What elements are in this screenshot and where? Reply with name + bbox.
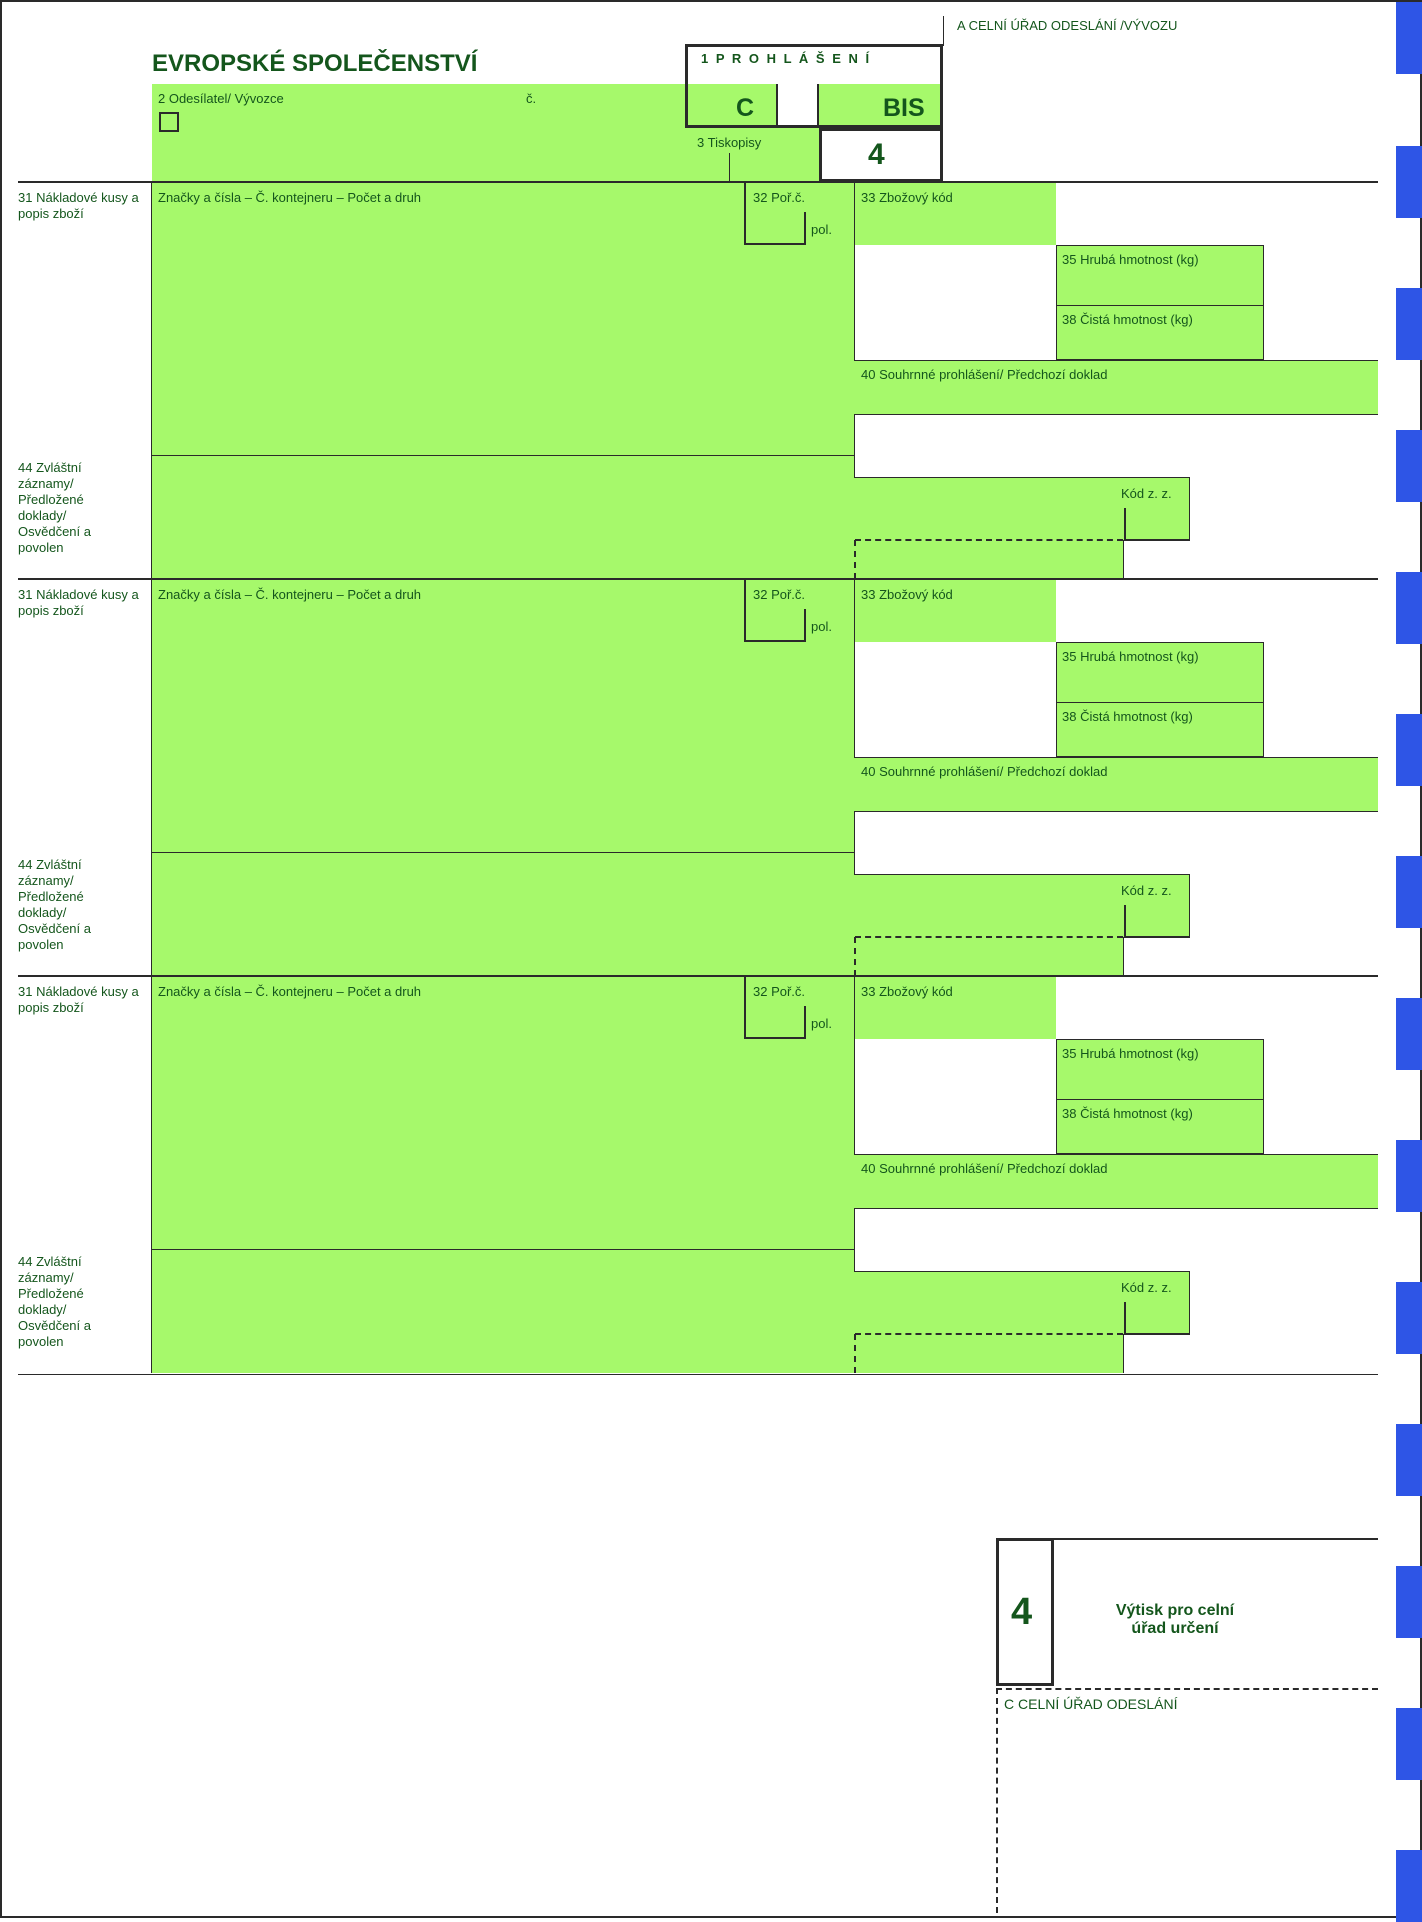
special-mentions-label: 44 Zvláštní záznamy/ Předložené doklady/ Osvědčení a povolen xyxy=(18,1254,91,1349)
net-mass-label: 38 Čistá hmotnost (kg) xyxy=(1062,312,1193,327)
declaration-c-field[interactable] xyxy=(688,84,777,125)
special-mentions-label: 44 Zvláštní záznamy/ Předložené doklady/ Osvědčení a povolen xyxy=(18,857,91,952)
customs-office-departure-label: C CELNÍ ÚŘAD ODESLÁNÍ xyxy=(1004,1696,1178,1712)
marks-label: Značky a čísla – Č. kontejneru – Počet a druh xyxy=(158,190,422,205)
net-mass-label: 38 Čistá hmotnost (kg) xyxy=(1062,1106,1193,1121)
special-mentions-field[interactable] xyxy=(152,456,854,579)
item-no-label: 32 Poř.č. xyxy=(753,587,806,602)
goods-label: 31 Nákladové kusy a popis zboží xyxy=(18,587,139,618)
gross-mass-label: 35 Hrubá hmotnost (kg) xyxy=(1062,252,1199,267)
marks-label: Značky a čísla – Č. kontejneru – Počet a druh xyxy=(158,587,422,602)
declaration-label: 1 P R O H L Á Š E N Í xyxy=(701,51,872,66)
declaration-code-c: C xyxy=(736,94,755,122)
sender-no-label: č. xyxy=(526,91,537,106)
summary-declaration-label: 40 Souhrnné prohlášení/ Předchozí doklad xyxy=(861,764,1108,779)
marks-field[interactable] xyxy=(152,580,854,852)
code-label: Kód z. z. xyxy=(1121,1280,1172,1295)
commodity-code-label: 33 Zbožový kód xyxy=(861,984,953,999)
item-no-label: 32 Poř.č. xyxy=(753,190,806,205)
copy-title: Výtisk pro celní úřad určení xyxy=(1115,1602,1235,1637)
summary-declaration-label: 40 Souhrnné prohlášení/ Předchozí doklad xyxy=(861,1161,1108,1176)
special-mentions-field[interactable] xyxy=(152,853,854,976)
gross-mass-label: 35 Hrubá hmotnost (kg) xyxy=(1062,1046,1199,1061)
special-mentions-label: 44 Zvláštní záznamy/ Předložené doklady/ Osvědčení a povolen xyxy=(18,460,91,555)
commodity-code-label: 33 Zbožový kód xyxy=(861,587,953,602)
customs-office-dispatch-label: A CELNÍ ÚŘAD ODESLÁNÍ /VÝVOZU xyxy=(957,18,1178,33)
sender-checkbox[interactable] xyxy=(159,112,179,132)
item-no-sub: pol. xyxy=(811,619,832,634)
marks-field[interactable] xyxy=(152,977,854,1249)
header-divider xyxy=(943,16,944,46)
net-mass-label: 38 Čistá hmotnost (kg) xyxy=(1062,709,1193,724)
declaration-code-bis: BIS xyxy=(883,94,925,122)
community-title: EVROPSKÉ SPOLEČENSTVÍ xyxy=(152,50,478,77)
special-mentions-field[interactable] xyxy=(152,1250,854,1373)
item-no-label: 32 Poř.č. xyxy=(753,984,806,999)
code-label: Kód z. z. xyxy=(1121,883,1172,898)
forms-count-value: 4 xyxy=(868,138,885,171)
copy-number: 4 xyxy=(1011,1591,1033,1633)
commodity-code-label: 33 Zbožový kód xyxy=(861,190,953,205)
gross-mass-label: 35 Hrubá hmotnost (kg) xyxy=(1062,649,1199,664)
marks-field[interactable] xyxy=(152,183,854,455)
sender-label: 2 Odesílatel/ Vývozce xyxy=(158,91,284,106)
item-no-sub: pol. xyxy=(811,222,832,237)
code-label: Kód z. z. xyxy=(1121,486,1172,501)
marks-label: Značky a čísla – Č. kontejneru – Počet a druh xyxy=(158,984,422,999)
forms-label: 3 Tiskopisy xyxy=(697,135,762,150)
goods-label: 31 Nákladové kusy a popis zboží xyxy=(18,190,139,221)
goods-label: 31 Nákladové kusy a popis zboží xyxy=(18,984,139,1015)
item-no-sub: pol. xyxy=(811,1016,832,1031)
summary-declaration-label: 40 Souhrnné prohlášení/ Předchozí doklad xyxy=(861,367,1108,382)
